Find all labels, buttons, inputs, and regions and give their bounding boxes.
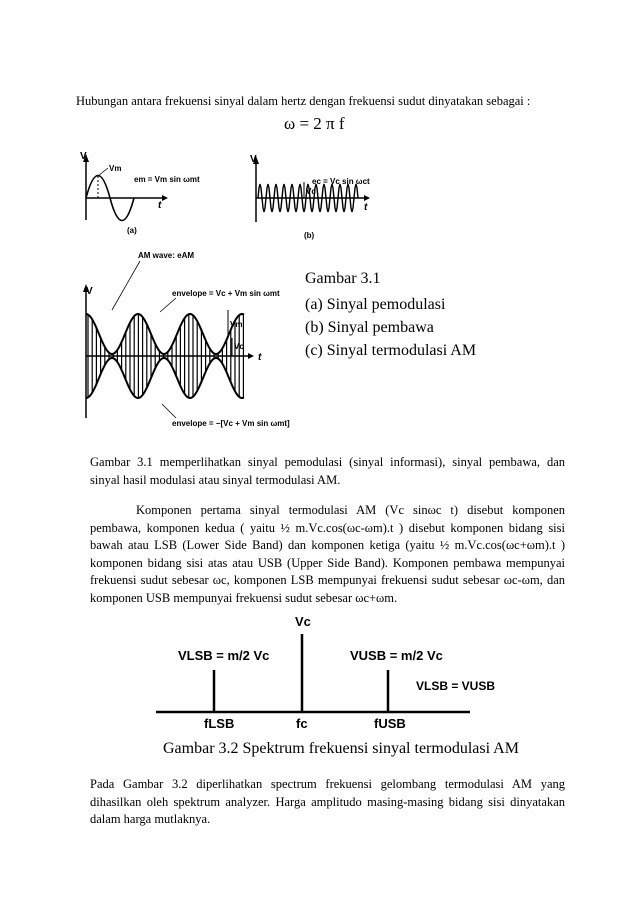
spectrum-vusb-label: VUSB = m/2 Vc [350, 648, 443, 663]
figure-3-1-caption [305, 268, 476, 362]
figure-3-1-panel-a [72, 148, 242, 240]
panel-b-axis-t: t [364, 202, 368, 213]
figure-3-1-panel-c [72, 248, 302, 430]
p2-line-5: frekuensi sudut sebesar ωc, komponen LSB mempunyai frekuensi sudut sebesar ωc-ωm, dan [90, 573, 565, 587]
spectrum-vlsb-label: VLSB = m/2 Vc [178, 648, 270, 663]
p2-line-6: komponen USB mempunyai frekuensi sudut sebesar ωc+ωm. [90, 590, 398, 605]
panel-c-envelope-upper: envelope = Vc + Vm sin ωmt [172, 289, 280, 298]
paragraph-3 [90, 776, 565, 829]
panel-c-axis-v: V [86, 286, 93, 297]
intro-text: Hubungan antara frekuensi sinyal dalam hertz dengan frekuensi sudut dinyatakan sebagai : [76, 94, 531, 108]
panel-c-vc-label: Vc [234, 342, 244, 351]
p3-line-2: dihasilkan oleh spektrum analyzer. Harga amplitudo masing-masing bidang sisi dinyatakan [90, 794, 565, 809]
p3-line-3: dalam harga mutlaknya. [90, 812, 211, 826]
spectrum-f-usb: fUSB [374, 716, 406, 731]
p3-line-1: Pada Gambar 3.2 diperlihatkan spectrum frekuensi gelombang termodulasi AM yang [90, 777, 565, 791]
figure-3-1-item-a: (a) Sinyal pemodulasi [305, 296, 446, 313]
panel-c-vm-label: Vm [230, 320, 243, 329]
panel-a-axis-v: V [80, 151, 87, 162]
panel-c-wave-label: AM wave: eAM [138, 251, 195, 260]
spectrum-equality-label: VLSB = VUSB [416, 679, 496, 693]
p1-line-2: sinyal hasil modulasi atau sinyal termodulasi AM. [90, 472, 341, 487]
spectrum-f-lsb: fLSB [204, 716, 235, 731]
panel-b-amp-label: Vc [306, 187, 316, 196]
figure-3-1-item-b: (b) Sinyal pembawa [305, 319, 434, 336]
panel-b-axis-v: V [250, 154, 257, 165]
figure-3-2-spectrum [150, 610, 496, 735]
p2-line-3: bawah atau LSB (Lower Side Band) dan komponen ketiga (yaitu ½ m.Vc.cos(ωc+ωm).t ) [90, 538, 565, 552]
p2-line-2: pembawa, komponen kedua ( yaitu ½ m.Vc.cos(ωc-ωm).t ) disebut komponen bidang sisi [90, 520, 565, 535]
figure-3-1-item-c: (c) Sinyal termodulasi AM [305, 342, 477, 359]
spectrum-f-c: fc [296, 716, 308, 731]
p2-line-1: Komponen pertama sinyal termodulasi AM (Vc sinωc t) disebut komponen [136, 503, 565, 517]
figure-3-1-title: Gambar 3.1 [305, 270, 381, 287]
panel-a-amp-label: Vm [109, 164, 122, 173]
paragraph-2 [90, 502, 565, 607]
omega-formula: ω = 2 π f [284, 114, 345, 133]
panel-c-envelope-lower: envelope = −[Vc + Vm sin ωmt] [172, 419, 290, 428]
p1-line-1: Gambar 3.1 memperlihatkan sinyal pemodulasi (sinyal informasi), sinyal pembawa, dan [90, 455, 565, 469]
panel-b-equation: ec = Vc sin ωct [312, 177, 370, 186]
figure-3-2-caption: Gambar 3.2 Spektrum frekuensi sinyal termodulasi AM [163, 740, 519, 757]
p2-line-4: komponen bidang sisi atas atau USB (Upper Side Band). Komponen pembawa mempunyai [90, 555, 565, 570]
panel-a-sublabel: (a) [127, 226, 137, 235]
spectrum-vc-label: Vc [295, 614, 311, 629]
paragraph-1 [90, 454, 565, 489]
panel-b-sublabel: (b) [304, 231, 315, 240]
panel-a-axis-t: t [158, 200, 162, 211]
figure-3-1-panel-b [246, 152, 396, 244]
panel-a-equation: em = Vm sin ωmt [134, 175, 200, 184]
panel-c-axis-t: t [258, 352, 262, 363]
